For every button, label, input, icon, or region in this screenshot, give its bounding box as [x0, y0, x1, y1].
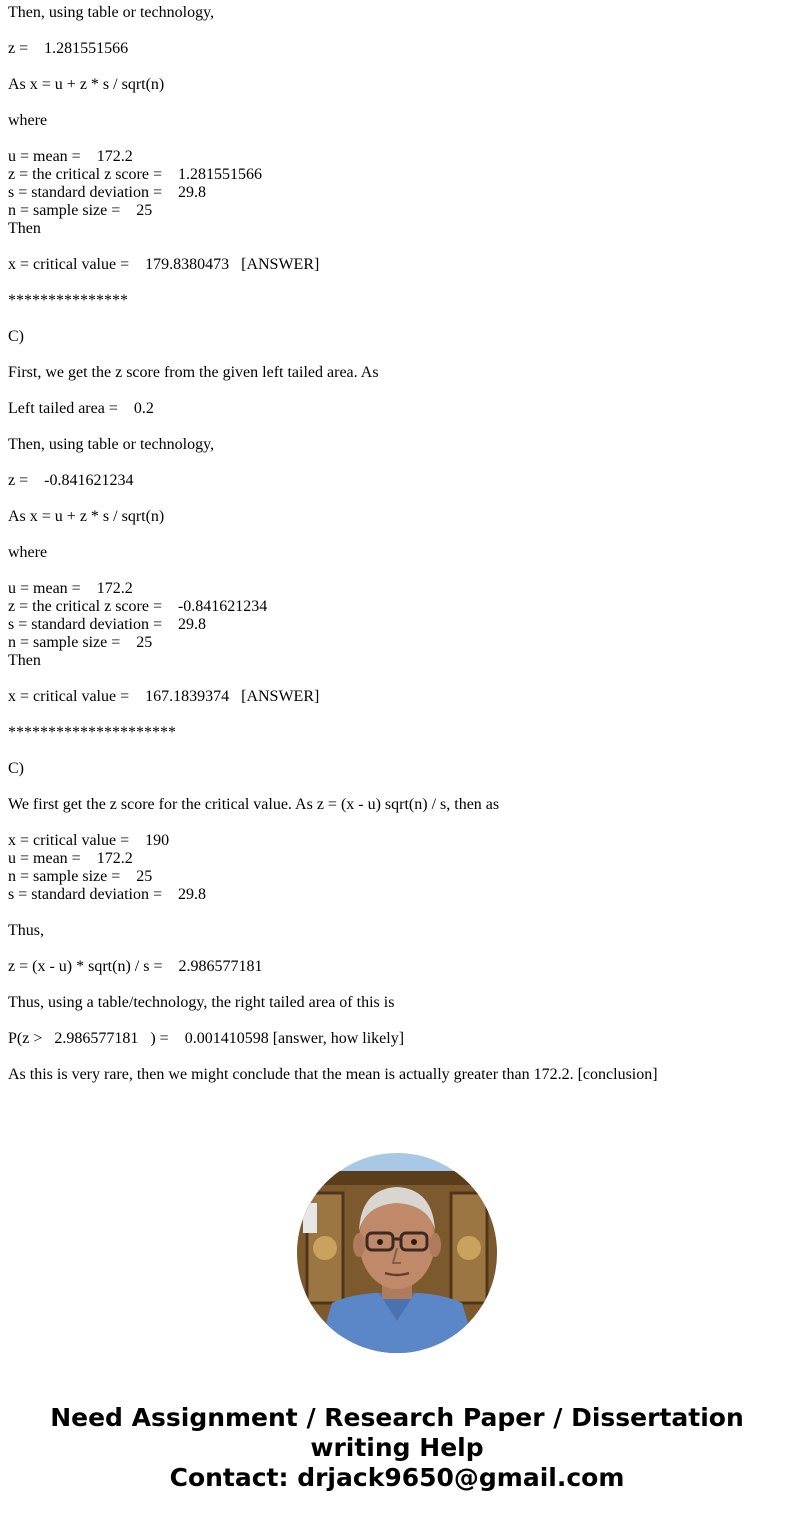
- blank-line: [8, 310, 786, 328]
- blank-line: [8, 742, 786, 760]
- blank-line: [8, 778, 786, 796]
- text-line: P(z > 2.986577181 ) = 0.001410598 [answer, how likely]: [8, 1030, 405, 1047]
- text-line: where: [8, 544, 48, 561]
- text-line: As this is very rare, then we might conclude that the mean is actually greater than 172.2. [conclusion]: [8, 1066, 658, 1083]
- text-line: Then, using table or technology,: [8, 436, 215, 453]
- text-line: z = -0.841621234: [8, 472, 134, 489]
- text-line: u = mean = 172.2: [8, 580, 133, 597]
- text-line: z = (x - u) * sqrt(n) / s = 2.986577181: [8, 958, 263, 975]
- blank-line: [8, 418, 786, 436]
- text-line: Then, using table or technology,: [8, 4, 215, 21]
- blank-line: [8, 490, 786, 508]
- blank-line: [8, 562, 786, 580]
- author-photo: [297, 1153, 497, 1353]
- text-line: u = mean = 172.2: [8, 850, 133, 867]
- solution-text: [8, 4, 786, 1084]
- text-line: x = critical value = 190: [8, 832, 170, 849]
- text-line: First, we get the z score from the given left tailed area. As: [8, 364, 379, 381]
- text-line: n = sample size = 25: [8, 634, 153, 651]
- blank-line: [8, 940, 786, 958]
- blank-line: [8, 454, 786, 472]
- text-line: C): [8, 328, 24, 345]
- text-line: u = mean = 172.2: [8, 148, 133, 165]
- text-line: z = the critical z score = -0.841621234: [8, 598, 268, 615]
- text-line: Then: [8, 220, 41, 237]
- text-line: ***************: [8, 292, 128, 309]
- blank-line: [8, 346, 786, 364]
- blank-line: [8, 274, 786, 292]
- blank-line: [8, 238, 786, 256]
- text-line: Then: [8, 652, 41, 669]
- text-line: Thus,: [8, 922, 44, 939]
- blank-line: [8, 976, 786, 994]
- blank-line: [8, 58, 786, 76]
- blank-line: [8, 670, 786, 688]
- text-line: As x = u + z * s / sqrt(n): [8, 76, 165, 93]
- promo-line-1: Need Assignment / Research Paper / Dissertation: [50, 1403, 744, 1432]
- text-line: Thus, using a table/technology, the right tailed area of this is: [8, 994, 395, 1011]
- text-line: x = critical value = 167.1839374 [ANSWER]: [8, 688, 320, 705]
- blank-line: [8, 814, 786, 832]
- text-line: n = sample size = 25: [8, 868, 153, 885]
- text-line: *********************: [8, 724, 176, 741]
- text-line: s = standard deviation = 29.8: [8, 886, 207, 903]
- blank-line: [8, 1048, 786, 1066]
- text-line: s = standard deviation = 29.8: [8, 184, 207, 201]
- text-line: x = critical value = 179.8380473 [ANSWER]: [8, 256, 320, 273]
- text-line: We first get the z score for the critical value. As z = (x - u) sqrt(n) / s, then as: [8, 796, 500, 813]
- blank-line: [8, 130, 786, 148]
- promo-footer: [0, 1403, 794, 1493]
- text-line: z = 1.281551566: [8, 40, 129, 57]
- contact-line: Contact: drjack9650@gmail.com: [169, 1463, 625, 1492]
- text-line: As x = u + z * s / sqrt(n): [8, 508, 165, 525]
- blank-line: [8, 904, 786, 922]
- blank-line: [8, 526, 786, 544]
- text-line: z = the critical z score = 1.281551566: [8, 166, 262, 183]
- blank-line: [8, 1012, 786, 1030]
- blank-line: [8, 706, 786, 724]
- author-portrait-icon: [297, 1153, 497, 1353]
- text-line: Left tailed area = 0.2: [8, 400, 154, 417]
- text-line: C): [8, 760, 24, 777]
- text-line: n = sample size = 25: [8, 202, 153, 219]
- blank-line: [8, 382, 786, 400]
- promo-line-2: writing Help: [310, 1433, 484, 1462]
- text-line: where: [8, 112, 48, 129]
- text-line: s = standard deviation = 29.8: [8, 616, 207, 633]
- blank-line: [8, 22, 786, 40]
- blank-line: [8, 94, 786, 112]
